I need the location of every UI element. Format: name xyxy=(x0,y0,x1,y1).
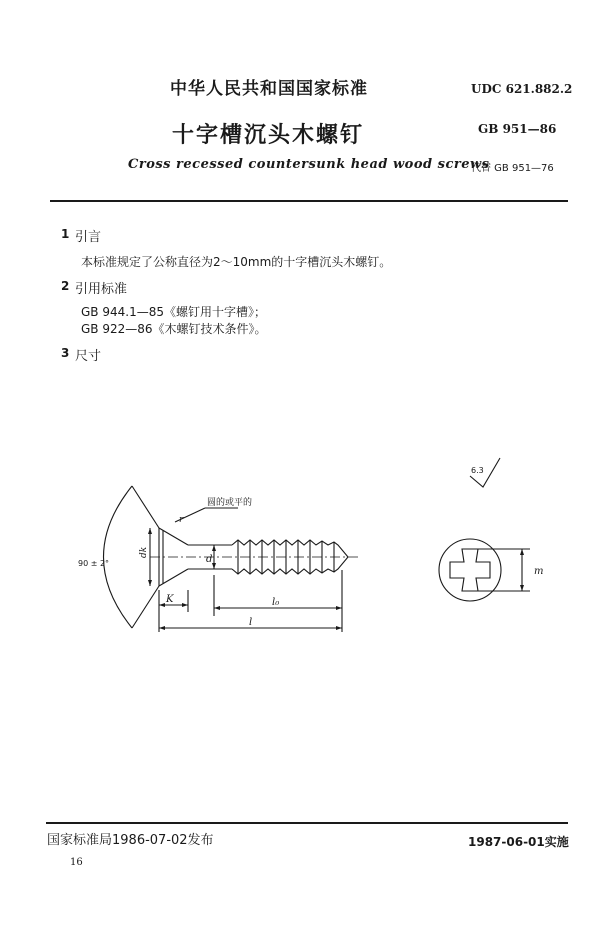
document-title-cn: 十字槽沉头木螺钉 xyxy=(172,123,365,148)
page-number: 16 xyxy=(70,857,83,868)
roughness-value: 6.3 xyxy=(471,466,484,475)
header-rule xyxy=(50,200,568,202)
m-label: m xyxy=(534,566,544,577)
document-title-en: Cross recessed countersunk head wood screws xyxy=(128,157,490,172)
d-label: d xyxy=(206,554,213,565)
issuing-body: 中华人民共和国国家标准 xyxy=(170,79,368,99)
section-1-heading: 引言 xyxy=(75,230,102,245)
dk-label: dk xyxy=(139,546,149,558)
section-2-number: 2 xyxy=(61,279,70,293)
l0-label: l₀ xyxy=(272,597,280,608)
r-label: r xyxy=(179,515,184,525)
footer-rule xyxy=(46,822,568,824)
standard-number: GB 951—86 xyxy=(478,122,557,136)
section-3-number: 3 xyxy=(61,346,70,360)
replaces-standard: 代替 GB 951—76 xyxy=(471,163,554,174)
effective-date: 1987-06-01实施 xyxy=(468,835,569,849)
section-3-heading: 尺寸 xyxy=(75,349,102,364)
l-label: l xyxy=(249,617,253,628)
head-note: 圆的或平的 xyxy=(207,498,253,508)
udc-code: UDC 621.882.2 xyxy=(471,82,573,96)
section-1-text: 本标准规定了公称直径为2～10mm的十字槽沉头木螺钉。 xyxy=(81,255,392,269)
reference-gb922: GB 922—86《木螺钉技术条件》。 xyxy=(81,322,267,336)
section-1-number: 1 xyxy=(61,227,70,241)
screw-dimension-drawing xyxy=(0,440,600,650)
k-label: K xyxy=(166,594,174,605)
angle-label: 90 ± 2° xyxy=(78,559,110,568)
angle-arc xyxy=(104,486,133,628)
reference-gb944: GB 944.1—85《螺钉用十字槽》； xyxy=(81,305,266,319)
section-2-heading: 引用标准 xyxy=(75,282,128,297)
head-top-view xyxy=(439,539,530,601)
issue-date: 国家标准局1986-07-02发布 xyxy=(47,833,214,848)
